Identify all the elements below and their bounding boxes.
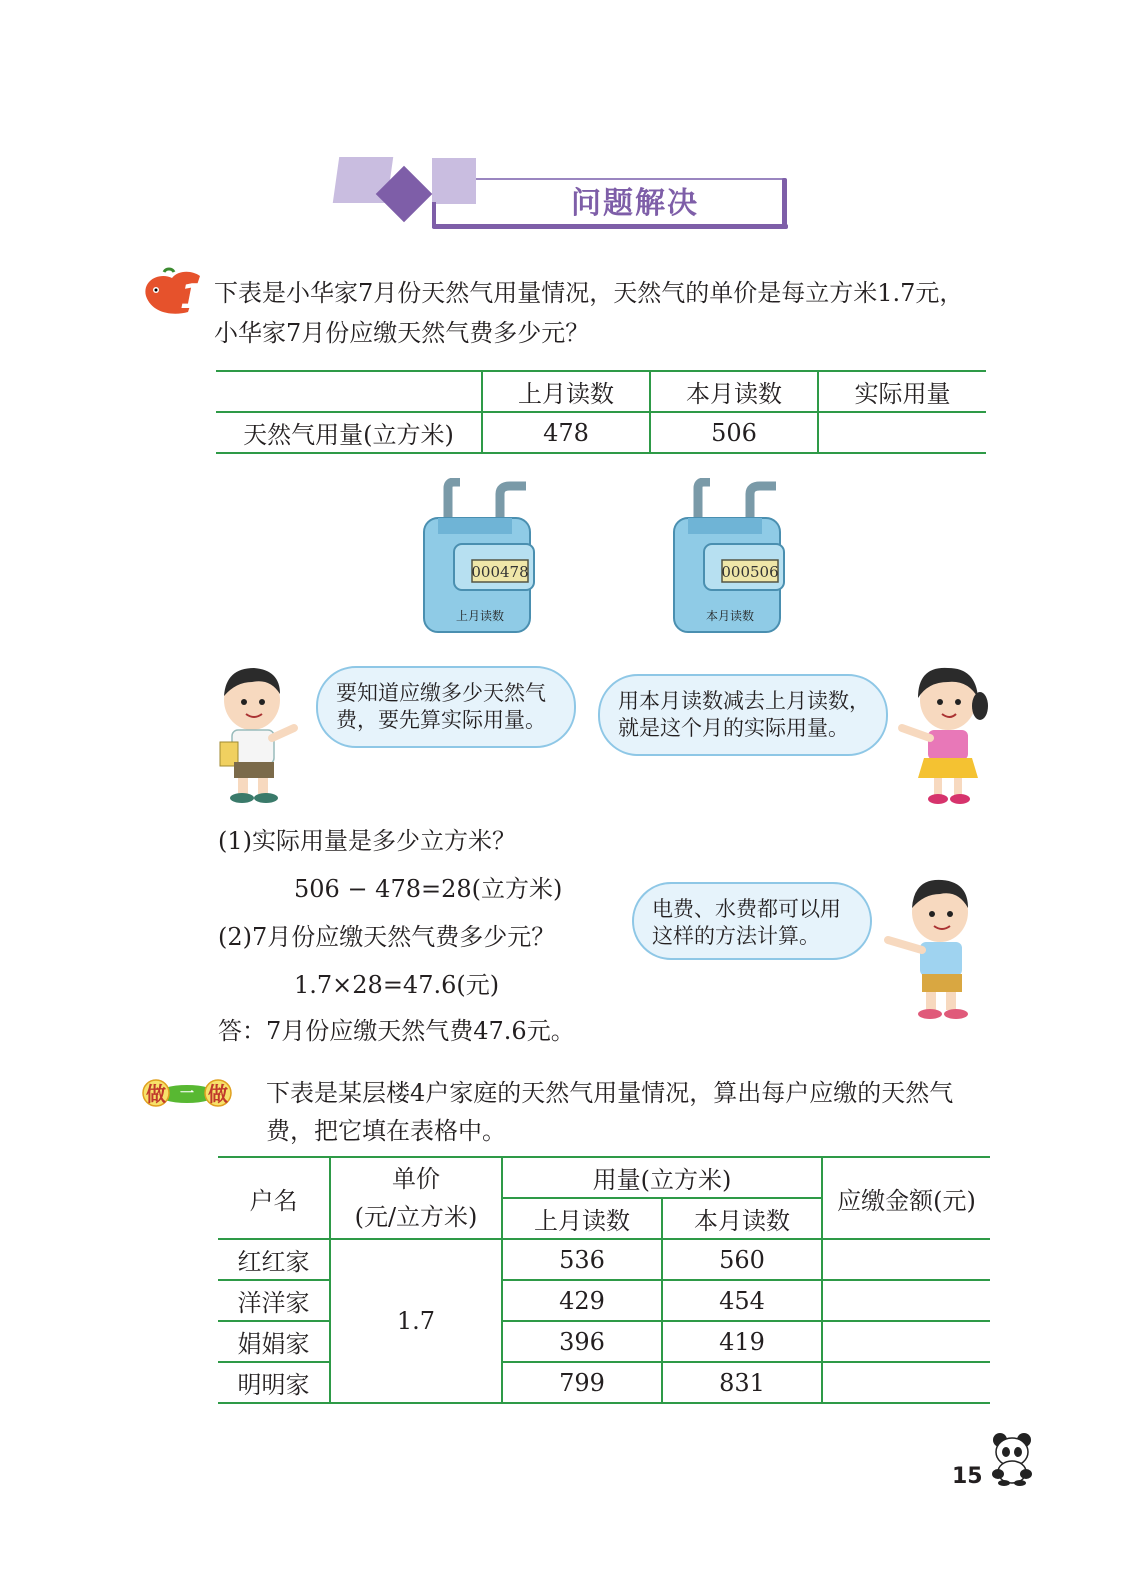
badge-char: 做: [146, 1082, 166, 1106]
table-cell: [822, 1239, 990, 1280]
table-cell: [330, 1157, 502, 1239]
speech-line: 要知道应缴多少天然气: [336, 681, 546, 705]
practice-badge: [142, 1078, 232, 1108]
table-cell: 用量(立方米): [502, 1157, 822, 1198]
badge-char: 一: [180, 1086, 194, 1102]
table-cell: 831: [662, 1362, 822, 1403]
answer-2-formula: 1.7×28=47.6(元): [294, 971, 500, 999]
table-cell: [822, 1362, 990, 1403]
question-1: (1)实际用量是多少立方米？: [218, 827, 516, 855]
header-frame: [782, 178, 787, 228]
table-cell: 娟娟家: [218, 1321, 330, 1362]
boy-character-illustration: [212, 660, 308, 804]
gas-meter-this: [664, 478, 790, 638]
girl-character-illustration: [894, 658, 990, 806]
table-cell: [822, 1321, 990, 1362]
speech-line: 费，要先算实际用量。: [336, 708, 546, 732]
price-header-line: (元/立方米): [354, 1203, 478, 1231]
table-cell: 536: [502, 1239, 662, 1280]
speech-line: 用本月读数减去上月读数，: [618, 689, 870, 713]
problem-number: 1: [180, 277, 204, 317]
gas-usage-table: [216, 370, 986, 454]
table-cell: 478: [482, 412, 650, 453]
boy2-character-illustration: [880, 872, 990, 1024]
meter-reading: 000478: [471, 563, 529, 581]
meter-label: 上月读数: [455, 609, 505, 623]
header-frame: [432, 224, 788, 229]
speech-line: 电费、水费都可以用: [652, 897, 841, 921]
table-cell: 396: [502, 1321, 662, 1362]
table-cell: 上月读数: [502, 1198, 662, 1239]
table-cell: 应缴金额(元): [822, 1157, 990, 1239]
problem-text-line1: 下表是小华家7月份天然气用量情况，天然气的单价是每立方米1.7元，: [214, 279, 964, 307]
table-cell: 本月读数: [650, 371, 818, 412]
table-cell: 天然气用量(立方米): [243, 421, 454, 449]
household-gas-table: [218, 1156, 990, 1404]
table-cell: 1.7: [330, 1239, 502, 1403]
table-cell: 560: [662, 1239, 822, 1280]
table-cell: 实际用量: [818, 371, 986, 412]
table-header-row: [216, 371, 986, 412]
table-cell: 红红家: [218, 1239, 330, 1280]
table-cell: 户名: [218, 1157, 330, 1239]
speech-line: 这样的方法计算。: [652, 924, 820, 948]
problem-text-line2: 小华家7月份应缴天然气费多少元？: [214, 319, 590, 347]
section-title: 问题解决: [571, 186, 699, 221]
header-decor-square: [432, 158, 476, 204]
table-cell: 上月读数: [482, 371, 650, 412]
table-cell: 454: [662, 1280, 822, 1321]
final-answer: 答：7月份应缴天然气费47.6元。: [218, 1017, 575, 1045]
table-cell: 799: [502, 1362, 662, 1403]
table-cell: [818, 412, 986, 453]
gas-meter-last: [414, 478, 540, 638]
speech-bubble-boy1: [316, 666, 576, 748]
practice-text-line1: 下表是某层楼4户家庭的天然气用量情况，算出每户应缴的天然气: [266, 1079, 954, 1107]
table-cell: 429: [502, 1280, 662, 1321]
speech-line: 就是这个月的实际用量。: [618, 716, 849, 740]
speech-bubble-girl: [598, 674, 888, 756]
meter-label: 本月读数: [705, 609, 755, 623]
badge-char: 做: [208, 1082, 228, 1106]
practice-text-line2: 费，把它填在表格中。: [266, 1117, 506, 1145]
table-cell: 洋洋家: [218, 1280, 330, 1321]
answer-1-formula: 506 − 478=28(立方米): [294, 875, 563, 903]
table-cell: 506: [650, 412, 818, 453]
price-header-line: 单价: [392, 1165, 440, 1193]
page-number: 15: [952, 1464, 983, 1489]
table-row: [216, 412, 986, 453]
table-cell: 419: [662, 1321, 822, 1362]
table-cell: [822, 1280, 990, 1321]
table-cell: [216, 371, 482, 412]
speech-bubble-boy2: [632, 882, 872, 960]
table-row: [218, 1239, 990, 1280]
problem-number-badge: [138, 266, 208, 318]
table-header-row: [218, 1157, 990, 1198]
table-cell: 明明家: [218, 1362, 330, 1403]
panda-icon: [986, 1430, 1038, 1486]
meter-reading: 000506: [721, 563, 779, 581]
question-2: (2)7月份应缴天然气费多少元？: [218, 923, 556, 951]
table-cell: 本月读数: [662, 1198, 822, 1239]
